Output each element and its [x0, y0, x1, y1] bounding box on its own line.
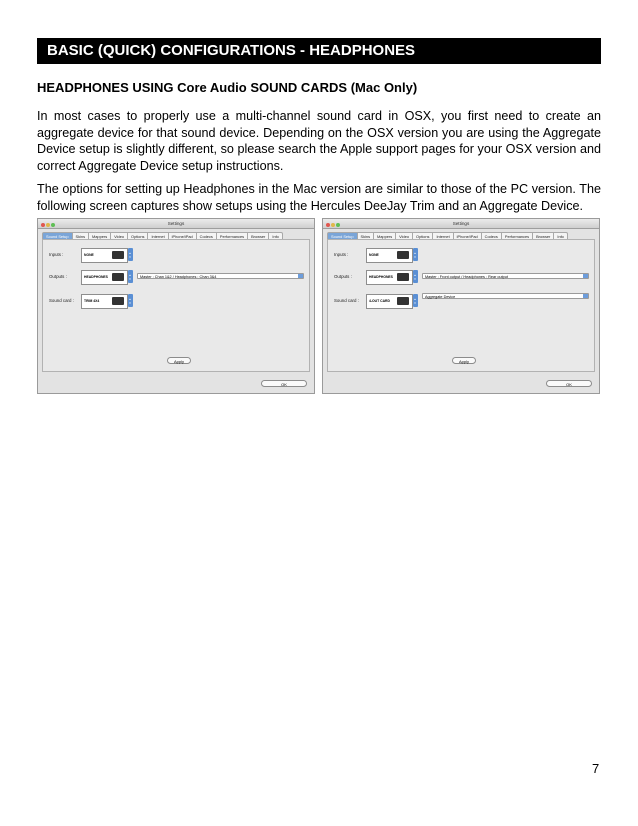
soundcard-stepper[interactable]	[128, 294, 133, 307]
zoom-icon[interactable]	[51, 223, 55, 227]
outputs-channel-select[interactable]	[422, 273, 589, 279]
soundcard-device-name: 4-OUT CARD	[369, 299, 390, 303]
window-controls[interactable]	[41, 221, 56, 230]
tab-performances[interactable]: Performances	[502, 232, 533, 241]
tab-iphone-ipad[interactable]: iPhone/iPad	[169, 232, 197, 241]
outputs-channel-value: Master : Front output / Headphones : Rear output	[425, 275, 508, 279]
tab-sound-setup[interactable]: Sound Setup	[42, 232, 73, 241]
soundcard-stepper[interactable]	[413, 294, 418, 307]
paragraph-screen-captures: The options for setting up Headphones in the Mac version are similar to those of the PC version. The following screen captures show setups using the Hercules DeeJay Trim and an Aggregate Device.	[37, 182, 601, 213]
ok-button[interactable]: OK	[546, 380, 592, 387]
window-controls[interactable]	[326, 221, 341, 230]
tab-sound-setup[interactable]: Sound Setup	[327, 232, 358, 241]
tab-options[interactable]: Options	[128, 232, 148, 241]
inputs-device-selector[interactable]	[366, 248, 413, 263]
tab-codecs[interactable]: Codecs	[197, 232, 217, 241]
outputs-stepper[interactable]	[413, 270, 418, 283]
settings-window-trim	[37, 218, 315, 394]
outputs-device-name: HEADPHONES	[369, 275, 393, 279]
tab-browser[interactable]: Browser	[248, 232, 269, 241]
inputs-stepper[interactable]	[128, 248, 133, 261]
chevron-down-icon	[583, 294, 588, 298]
sound-card-icon	[397, 297, 409, 305]
tab-mappers[interactable]: Mappers	[374, 232, 396, 241]
close-icon[interactable]	[41, 223, 45, 227]
outputs-device-selector[interactable]	[366, 270, 413, 285]
paragraph-aggregate-device: In most cases to properly use a multi-channel sound card in OSX, you first need to create an aggregate device for that sound device. Depending on the OSX version you are using the Aggregate Device setup is slightly different, so please search the Apple support pages for your OSX version and correct Aggregate Device setup instructions.	[37, 109, 601, 173]
apply-button[interactable]: Apply	[167, 357, 191, 364]
outputs-label: Outputs :	[49, 274, 67, 279]
settings-window-aggregate	[322, 218, 600, 394]
minimize-icon[interactable]	[331, 223, 335, 227]
tab-performances[interactable]: Performances	[217, 232, 248, 241]
window-title: Settings	[452, 221, 470, 226]
tab-browser[interactable]: Browser	[533, 232, 554, 241]
sound-setup-panel	[327, 239, 595, 372]
window-title: Settings	[167, 221, 185, 226]
soundcard-device-selector[interactable]	[366, 294, 413, 309]
tab-mappers[interactable]: Mappers	[89, 232, 111, 241]
apply-button[interactable]: Apply	[452, 357, 476, 364]
soundcard-device-select[interactable]	[422, 293, 589, 299]
tab-codecs[interactable]: Codecs	[482, 232, 502, 241]
tab-info[interactable]: Info	[269, 232, 283, 241]
inputs-device-name: NONE	[84, 253, 94, 257]
soundcard-label: Sound card :	[334, 298, 359, 303]
tab-internet[interactable]: Internet	[148, 232, 168, 241]
tab-internet[interactable]: Internet	[433, 232, 453, 241]
tab-skins[interactable]: Skins	[358, 232, 375, 241]
section-subtitle: HEADPHONES USING Core Audio SOUND CARDS (Mac Only)	[37, 80, 418, 95]
inputs-device-name: NONE	[369, 253, 379, 257]
outputs-label: Outputs :	[334, 274, 352, 279]
chevron-down-icon	[298, 274, 303, 278]
soundcard-device-selector[interactable]	[81, 294, 128, 309]
page-number: 7	[592, 761, 600, 776]
close-icon[interactable]	[326, 223, 330, 227]
ok-button[interactable]: OK	[261, 380, 307, 387]
inputs-label: Inputs :	[334, 252, 349, 257]
outputs-stepper[interactable]	[128, 270, 133, 283]
headphones-icon	[397, 273, 409, 281]
tab-video[interactable]: Video	[111, 232, 128, 241]
sound-card-icon	[112, 297, 124, 305]
sound-setup-panel	[42, 239, 310, 372]
outputs-device-name: HEADPHONES	[84, 275, 108, 279]
tab-iphone-ipad[interactable]: iPhone/iPad	[454, 232, 482, 241]
soundcard-label: Sound card :	[49, 298, 74, 303]
inputs-label: Inputs :	[49, 252, 64, 257]
zoom-icon[interactable]	[336, 223, 340, 227]
inputs-device-selector[interactable]	[81, 248, 128, 263]
section-banner: BASIC (QUICK) CONFIGURATIONS - HEADPHONES	[37, 38, 601, 64]
tab-video[interactable]: Video	[396, 232, 413, 241]
turntable-icon	[112, 251, 124, 259]
soundcard-device-value: Aggregate Device	[425, 295, 456, 299]
tab-skins[interactable]: Skins	[73, 232, 90, 241]
settings-tabs	[327, 232, 595, 239]
tab-options[interactable]: Options	[413, 232, 433, 241]
minimize-icon[interactable]	[46, 223, 50, 227]
outputs-channel-value: Master : Chan 1&2 / Headphones : Chan 3&4	[140, 275, 217, 279]
tab-info[interactable]: Info	[554, 232, 568, 241]
window-titlebar	[323, 219, 599, 229]
turntable-icon	[397, 251, 409, 259]
outputs-channel-select[interactable]	[137, 273, 304, 279]
chevron-down-icon	[583, 274, 588, 278]
headphones-icon	[112, 273, 124, 281]
outputs-device-selector[interactable]	[81, 270, 128, 285]
settings-tabs	[42, 232, 310, 239]
inputs-stepper[interactable]	[413, 248, 418, 261]
soundcard-device-name: TRIM 4X4	[84, 299, 100, 303]
window-titlebar	[38, 219, 314, 229]
